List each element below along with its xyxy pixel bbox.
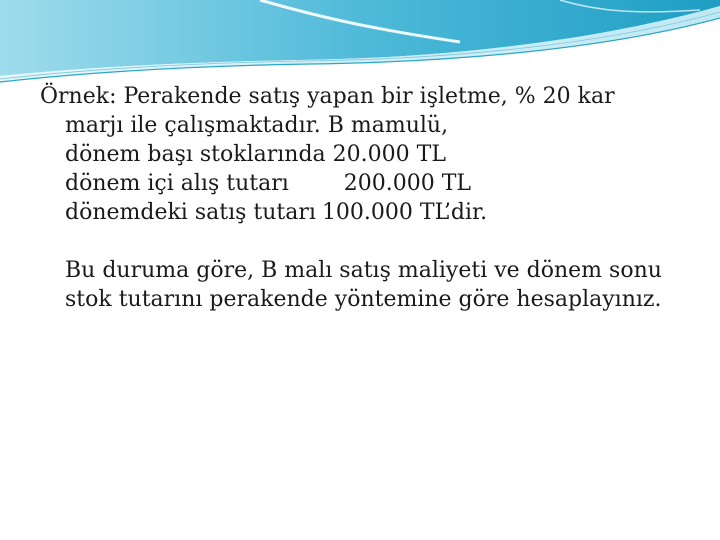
paragraph-gap bbox=[40, 227, 700, 256]
fact-label: dönemdeki satış tutarı bbox=[65, 200, 316, 225]
header-wave-decoration bbox=[0, 0, 720, 90]
question-line-2: stok tutarını perakende yöntemine göre hesaplayınız. bbox=[65, 287, 662, 312]
fact-value: 200.000 TL bbox=[343, 171, 472, 196]
fact-purchases bbox=[40, 169, 700, 198]
fact-value: 100.000 TL’dir. bbox=[321, 200, 488, 225]
fact-label: dönem içi alış tutarı bbox=[65, 171, 289, 196]
intro-line-2: marjı ile çalışmaktadır. B mamulü, bbox=[65, 113, 449, 138]
fact-label: dönem başı stoklarında bbox=[65, 142, 326, 167]
intro-line-1: Örnek: Perakende satış yapan bir işletme, % 20 kar bbox=[40, 84, 615, 109]
question-line-1: Bu duruma göre, B malı satış maliyeti ve dönem sonu bbox=[65, 258, 662, 283]
slide-body bbox=[40, 82, 700, 314]
fact-value: 20.000 TL bbox=[332, 142, 446, 167]
fact-opening-stock bbox=[40, 140, 700, 169]
fact-sales bbox=[40, 198, 700, 227]
